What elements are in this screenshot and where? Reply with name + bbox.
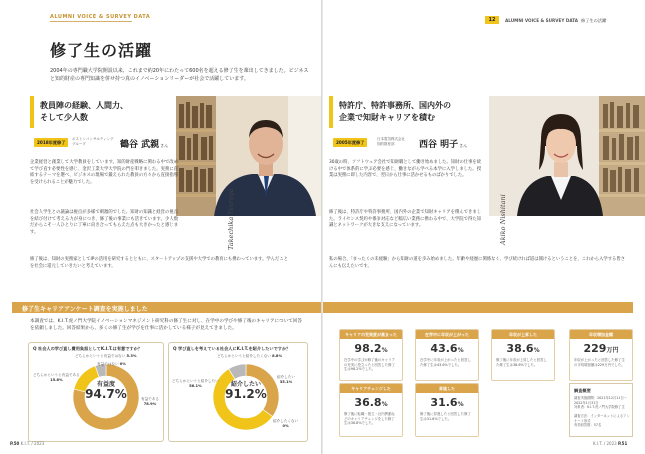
right-folio: K.I.T. / 2023 P.51: [593, 441, 628, 446]
survey-lead: 本調査では、K.I.T.虎ノ門大学院イノベーションマネジメント研究科の修了生に対し、在学中の学びや修了後のキャリアについて回答を依頼しました。回答結果から、多くの修了生が学びを仕事に活かしている様子が見えてきました。: [30, 319, 302, 331]
left-folio: P.50 K.I.T. / 2023: [10, 441, 45, 446]
profile1-graduation-badge: 2018年度修了: [34, 138, 68, 147]
section-tag: ALUMNI VOICE & SURVEY DATA: [50, 14, 151, 20]
lead-text: 2004年の専門職大学院開設以来、これまで約20年にわたって600名を超える修了生を輩出してきました。ビジネスと知的財産の専門知識を併せ持つ真のイノベーションリーダーが社会で活躍しています。: [50, 68, 309, 82]
survey-outline: [569, 383, 633, 437]
survey-outline-line: 有効回答数：57名: [574, 423, 602, 427]
chart2-label-slice-1: どちらかというと紹介したい 56.1%: [172, 379, 219, 388]
chapter-number: 12: [485, 16, 499, 24]
profile2-body-3: 私の場合、「まったくの未経験」から知財の道を歩み始めました。年齢や経歴に関係なく、学び続ければ道は開けるということを、これから入学する皆さんにも伝えたいです。: [329, 257, 625, 269]
donut-chart-usefulness: [28, 342, 164, 442]
chart2-question: Q 学び直しを考えている社会人にK.I.T.を紹介したいですか？: [173, 346, 291, 351]
survey-outline-line: 調査方法：インターネットによるアンケート形式: [574, 414, 630, 423]
profile1-body-2: 社会人学生との議論は視点が多様で刺激的でした。知財の知識と経営の視点を結び付けて考える力が身につき、修了後の事業にも活きています。少人数だからこそ一人ひとりに丁寧に向き合ってもらえた点も大きかったと感じます。: [30, 210, 178, 235]
survey-outline-line: 調査実施期間：2021年12月11日〜2022年1月31日: [574, 396, 628, 405]
chart2-center-label: 紹介したい 91.2%: [225, 381, 267, 401]
stat-card-income-amount: 年収増加金額 229万円 年収が上がったと回答した修了生の平均増加額は229万円でした。: [569, 329, 633, 381]
right-section-tag: ALUMNI VOICE & SURVEY DATA: [505, 18, 579, 23]
survey-outline-title: 調査概要: [574, 388, 591, 393]
profile1-headline: [30, 96, 190, 128]
left-page: [0, 0, 322, 454]
stat-card-career: キャリアの充実度が高まった 98.2% 在学中の学びが修了後のキャリアの充実に役立ったと回答した修了生は98.2%でした。: [339, 329, 403, 381]
profile2-signature: Akiko Nishitani: [499, 194, 507, 245]
donut-chart-recommend: [168, 342, 308, 442]
stat-card-income-during: 在学中に年収が上がった 43.6% 在学中に年収が上がったと回答した修了生は43.6%でした。: [415, 329, 479, 381]
stat-card-promotion: 昇進した 31.6% 修了後に昇進したと回答した修了生は31.6%でした。: [415, 383, 479, 437]
chart1-question: Q 社会人の学び直し費用負担としてK.I.T.は有意ですか？: [33, 346, 142, 351]
page-title: 修了生の活躍: [50, 41, 153, 60]
profile2-affiliation: 日本電気株式会社 知的財産部: [377, 137, 405, 146]
portrait-woman-image: [489, 96, 645, 216]
profile2-headline-line2: 企業で知財キャリアを積む: [339, 113, 435, 122]
profile2-headline: [329, 96, 499, 128]
profile2-body-1: 30歳の時、ソフトウェア会社で知財職として働き始めました。知財の仕事を続ける中で体系的に学ぶ必要を感じ、働きながら学べる本学に入学しました。授業は実務に即した内容で、翌日から仕事に活かせるものばかりでした。: [329, 160, 481, 179]
right-page: [323, 0, 645, 454]
profile1-signature: Takechika Tsuruya: [227, 188, 235, 250]
chart1-center-label: 有益度 94.7%: [85, 381, 127, 401]
survey-outline-line: 対象者：K.I.T.虎ノ門大学院修了生: [574, 405, 625, 409]
profile1-body-3: 修了後は、知財の実務家としてIPの活用を研究するとともに、スタートアップの支援や大学での教育にも携わっています。学んだことを社会に還元していきたいと考えています。: [30, 257, 288, 269]
survey-band-right: [323, 302, 633, 313]
right-section-sub: 修了生の活躍: [581, 18, 607, 23]
profile2-name: 西谷 明子さん: [419, 140, 468, 150]
profile1-affiliation: ボストンコンサルティング グループ: [72, 137, 114, 146]
survey-title: 修了生キャリアアンケート調査を実施しました: [22, 305, 148, 313]
chart2-label-slice-2: どちらかというと紹介したくない 8.8%: [217, 354, 283, 358]
stat-card-income-up: 年収が上昇した 38.6% 修了後に年収が上昇したと回答した修了生は38.6%でした。: [491, 329, 555, 381]
profile1-body-1: 企業経営と創業して大学教員をしています。知的財産戦略に関わる中で改めて学び直す必要性を感じ、金沢工業大学大学院の門を叩きました。実務に直結するテーマを選べ、ビジネスの現場で鍛えられた教員の方々から直接指導を受けられることが魅力でした。: [30, 160, 178, 185]
portrait-man-image: [176, 96, 322, 216]
profile2-photo: [489, 96, 645, 216]
chart1-label-slice-2: どちらかというと有益ではない 5.3%: [75, 354, 137, 358]
profile1-headline-line1: 教員陣の経験、人間力、: [40, 101, 128, 110]
chart1-label-slice-1: どちらかというと有益である 15.8%: [33, 373, 80, 382]
chart1-label-slice-0: 有益である 78.9%: [141, 397, 159, 406]
profile2-headline-line1: 特許庁、特許事務所、国内外の: [339, 101, 451, 110]
profile1-photo: [176, 96, 322, 216]
profile1-headline-line2: そして少人数: [40, 113, 88, 122]
chart1-label-slice-3: 有益ではない 0%: [97, 362, 126, 366]
chart2-label-slice-3: 紹介したくない 0%: [273, 419, 299, 428]
stat-card-career-change: キャリアチェンジした 36.8% 修了後に転職・独立・社内異動などのキャリアチェンジをした修了生は36.8%でした。: [339, 383, 403, 437]
section-rule: [50, 21, 132, 22]
chart2-label-slice-0: 紹介したい 35.1%: [277, 375, 295, 384]
profile2-body-2: 修了後は、特許庁や特許事務所、国内外の企業で知財キャリアを積んできました。ライセンス契約や係争対応など幅広い業務に携わる中で、大学院で得た知識とネットワークが大きな支えになっています。: [329, 210, 481, 229]
profile2-graduation-badge: 2005年度修了: [333, 138, 367, 147]
profile1-name: 鶴谷 武親さん: [120, 140, 169, 150]
